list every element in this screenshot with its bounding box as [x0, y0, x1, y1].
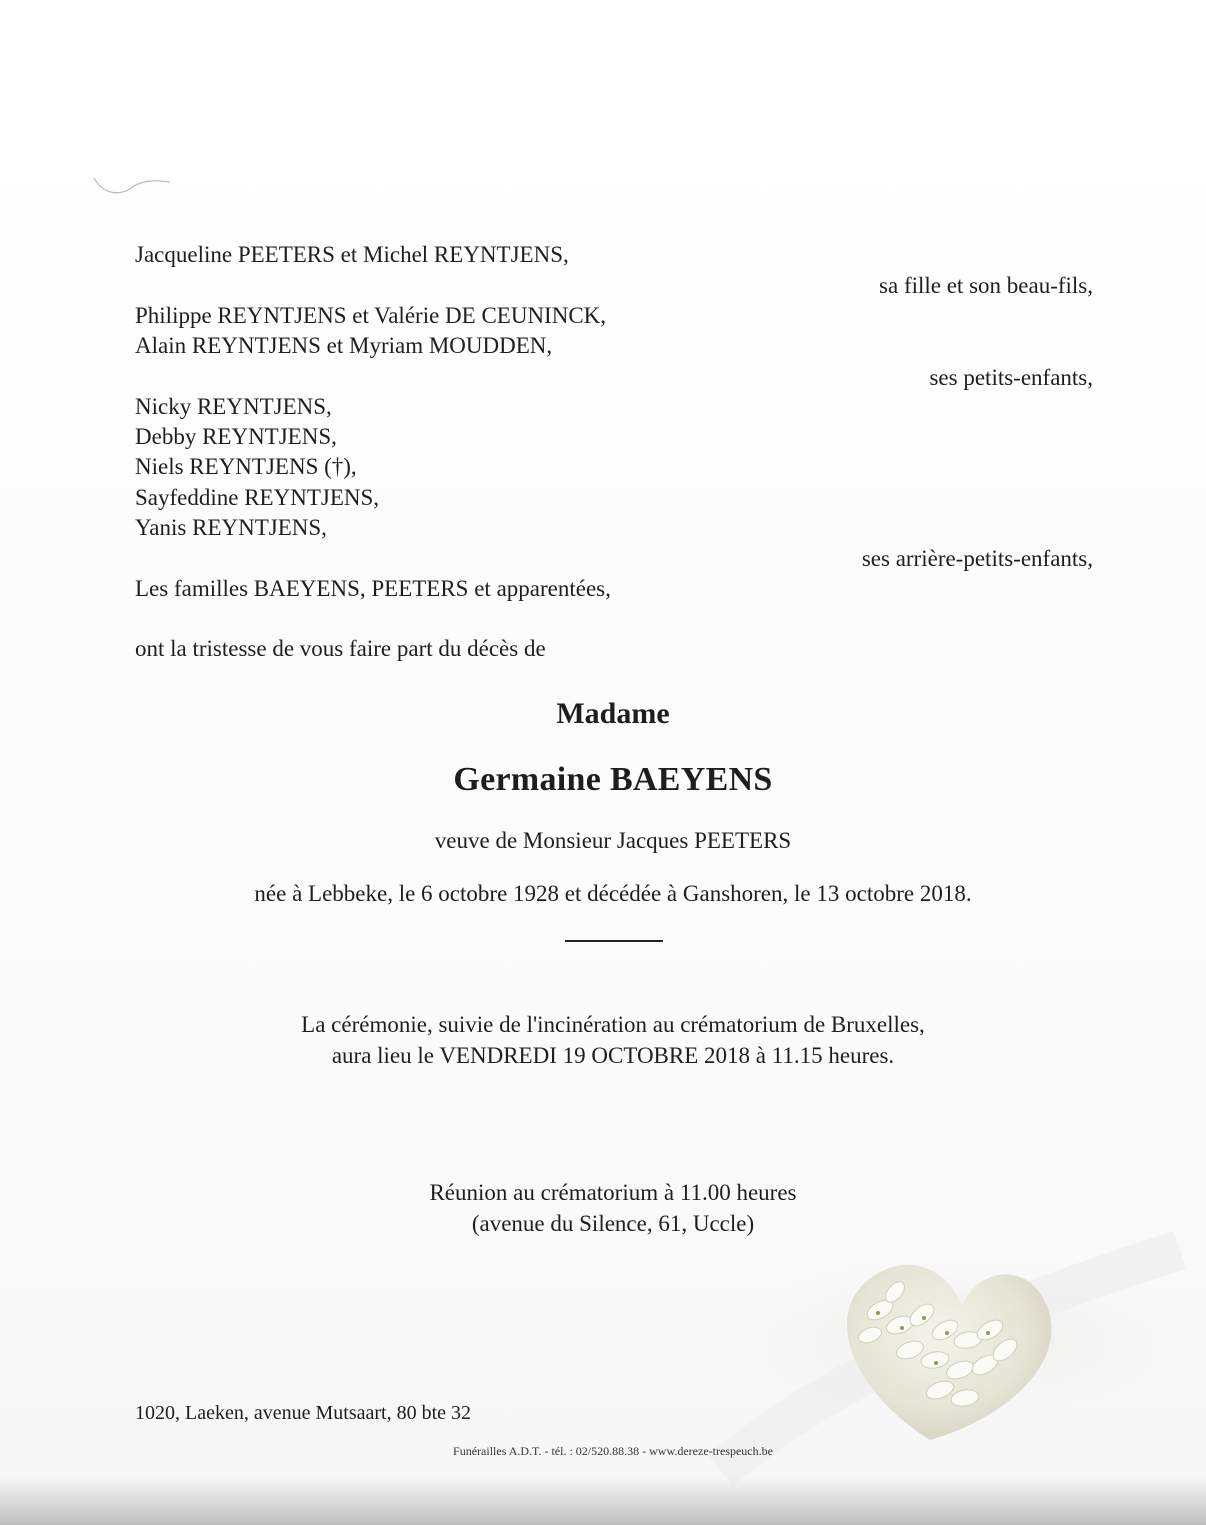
widow-of: veuve de Monsieur Jacques PEETERS [434, 828, 792, 853]
grandchildren-relation: ses petits-enfants, [929, 365, 1093, 390]
great-grandchildren-relation: ses arrière-petits-enfants, [861, 546, 1093, 571]
address: 1020, Laeken, avenue Mutsaart, 80 bte 32 [135, 1402, 472, 1424]
ceremony-line-2: aura lieu le VENDREDI 19 OCTOBRE 2018 à 11.15 heures. [331, 1043, 895, 1068]
paper-mark [92, 172, 172, 202]
great-grandchild-4: Sayfeddine REYNTJENS, [135, 485, 380, 510]
families-line: Les familles BAEYENS, PEETERS et apparentées, [135, 576, 611, 601]
great-grandchild-1: Nicky REYNTJENS, [135, 394, 332, 419]
daughter-relation: sa fille et son beau-fils, [879, 273, 1093, 298]
reunion-line-2: (avenue du Silence, 61, Uccle) [471, 1211, 755, 1236]
ceremony-line-1: La cérémonie, suivie de l'incinération au crématorium de Bruxelles, [301, 1012, 925, 1037]
reunion-line-1: Réunion au crématorium à 11.00 heures [429, 1180, 797, 1205]
deceased-title: Madame [556, 697, 670, 730]
life-dates: née à Lebbeke, le 6 octobre 1928 et décédée à Ganshoren, le 13 octobre 2018. [254, 881, 972, 906]
divider-line [565, 940, 663, 942]
great-grandchild-2: Debby REYNTJENS, [135, 424, 337, 449]
great-grandchild-3: Niels REYNTJENS (†), [135, 454, 357, 479]
grandchild-1: Philippe REYNTJENS et Valérie DE CEUNINCK, [135, 303, 607, 328]
deceased-name: Germaine BAEYENS [453, 761, 773, 798]
funeral-home-footer: Funérailles A.D.T. - tél. : 02/520.88.38 - www.dereze-trespeuch.be [453, 1444, 773, 1458]
scan-bottom-edge [0, 1477, 1206, 1525]
great-grandchild-5: Yanis REYNTJENS, [135, 515, 327, 540]
announcement: ont la tristesse de vous faire part du décès de [135, 636, 546, 661]
daughter-line: Jacqueline PEETERS et Michel REYNTJENS, [135, 242, 569, 267]
grandchild-2: Alain REYNTJENS et Myriam MOUDDEN, [135, 333, 553, 358]
